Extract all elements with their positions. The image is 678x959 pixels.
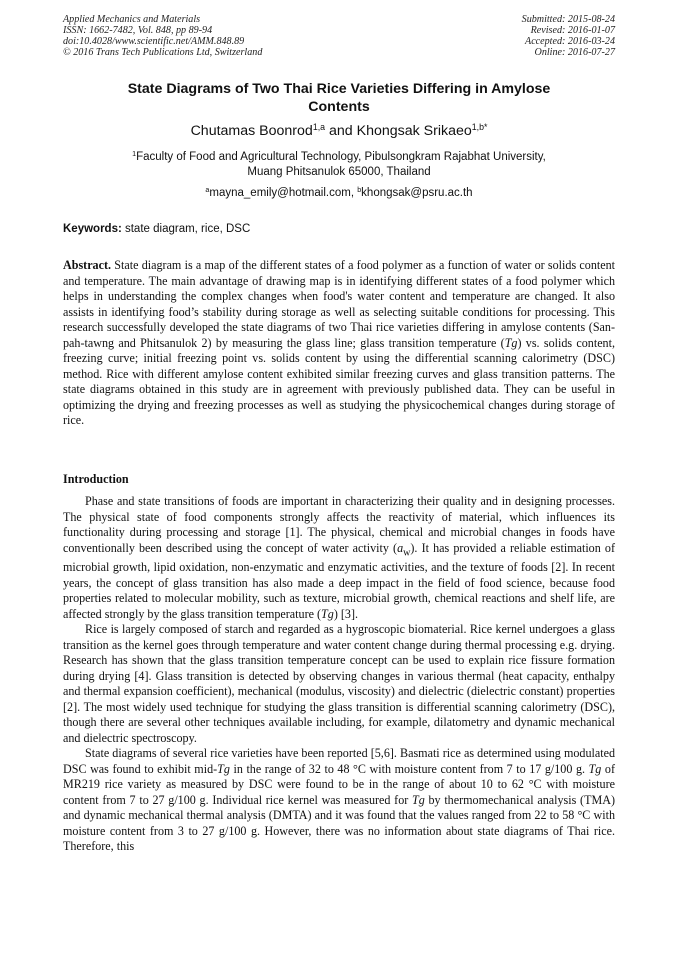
intro-paragraph-3 <box>63 746 615 855</box>
intro-paragraph-1 <box>63 494 615 622</box>
affiliation <box>63 150 615 180</box>
affiliation-line-2: Muang Phitsanulok 65000, Thailand <box>247 166 431 178</box>
intro-p1-text-c: ) [3]. <box>333 606 359 621</box>
title-line-1: State Diagrams of Two Thai Rice Varieties Differing in Amylose <box>127 81 551 97</box>
submitted-date: Submitted: 2015-08-24 <box>521 14 615 25</box>
email-a-sup: a <box>205 186 210 195</box>
intro-p3-tg-3: Tg <box>412 792 425 807</box>
copyright-line: © 2016 Trans Tech Publications Ltd, Switzerland <box>63 47 263 58</box>
introduction-body <box>63 494 615 855</box>
intro-p1-text-a: Phase and state transitions of foods are important in characterizing their quality and in designing processes. The physical state of food components strongly affects the reactivity of material, which influences its functionality during processing and storage [1]. The physical, chemical and microbial changes in foods have conventionally been described using the concept of water activity ( <box>63 494 615 555</box>
intro-p1-tg: Tg <box>321 606 334 621</box>
keywords-label: Keywords: <box>63 223 122 235</box>
dates-header <box>522 14 615 58</box>
accepted-date: Accepted: 2016-03-24 <box>525 36 615 47</box>
intro-p3-tg-1: Tg <box>217 761 230 776</box>
journal-name: Applied Mechanics and Materials <box>63 14 201 25</box>
doi-line: doi:10.4028/www.scientific.net/AMM.848.89 <box>63 36 245 47</box>
abstract-text-2: ) vs. solids content, freezing curve; initial freezing point vs. solids content by using the differential scanning calorimetry (DSC) method. Rice with different amylose content exhibited similar freezing curves and glass transition patterns. The state diagrams obtained in this study are in agreement with previously published data. They can be useful in optimizing the drying and freezing processes as well as studying the physicochemical changes during storage of rice. <box>63 335 615 427</box>
abstract-tg: Tg <box>504 335 518 350</box>
author-2-sup: 1,b* <box>471 122 488 133</box>
abstract-label: Abstract. <box>63 258 112 272</box>
keywords <box>63 222 615 236</box>
journal-header <box>63 14 262 58</box>
affiliation-sup: 1 <box>132 150 137 159</box>
email-separator: , <box>350 187 358 199</box>
title-line-2: Contents <box>308 99 370 115</box>
issn-line: ISSN: 1662-7482, Vol. 848, pp 89-94 <box>63 25 213 36</box>
water-activity-subscript: w <box>403 546 411 558</box>
intro-p3-text-c: of MR219 rice variety as measured by DSC were found to be in the range of about 10 to 62 °C with moisture content from 7 to 27 g/100 g. Individual rice kernel was measured for <box>63 761 615 807</box>
author-1-sup: 1,a <box>312 122 326 133</box>
intro-paragraph-2: Rice is largely composed of starch and regarded as a hygroscopic biomaterial. Rice kernel undergoes a glass transition as the kernel goes through temperature and water content change during thermal processing e.g. drying. Research has shown that the glass transition temperature concept can be used to explain rice fissure formation during drying [4]. Glass transition is detected by observing changes in various thermal (heat capacity, enthalpy and thermal expansion coefficient), mechanical (modulus, viscosity) and dielectric (dielectric constant) properties [2]. The most widely used technique for studying the glass transition is differential scanning calorimetry (DSC), though there are several other techniques available including, for example, dilatometry and dynamic mechanical and dielectric spectroscopy. <box>63 622 615 745</box>
author-emails <box>63 186 615 200</box>
intro-p3-text-d: by thermomechanical analysis (TMA) and dynamic mechanical thermal analysis (DMTA) and it was found that the values ranged from 22 to 58 °C with moisture content from 3 to 27 g/100 g. However, there was no information about state diagrams of Thai rice. Therefore, this <box>63 792 615 854</box>
author-1-name: Chutamas Boonrod <box>190 123 313 139</box>
abstract-paragraph <box>63 258 615 429</box>
introduction-heading: Introduction <box>63 472 129 486</box>
affiliation-line-1: Faculty of Food and Agricultural Technology, Pibulsongkram Rajabhat University, <box>136 151 546 163</box>
revised-date: Revised: 2016-01-07 <box>530 25 615 36</box>
author-list <box>63 122 615 140</box>
intro-p3-tg-2: Tg <box>588 761 602 776</box>
author-conjunction: and <box>325 123 357 139</box>
email-b-sup: b <box>357 186 362 195</box>
intro-p3-text-a: State diagrams of several rice varieties have been reported [5,6]. Basmati rice as determined using modulated DSC was found to exhibit mid- <box>63 746 615 776</box>
abstract-text-1: State diagram is a map of the different states of a food polymer as a function of water or solids content and temperature. The main advantage of drawing map is in identifying different states of a food polymer which helps in understanding the complex changes when food's water content and temperature are changed. It also assists in identifying food’s stability during storage as well as selecting suitable conditions for processing. This research successfully developed the state diagrams of two Thai rice varieties differing in amylose contents (San-pah-tawng and Phitsanulok 2) by measuring the glass line; glass transition temperature ( <box>63 258 615 350</box>
paper-title <box>63 80 615 116</box>
intro-p3-text-b: in the range of 32 to 48 °C with moisture content from 7 to 17 g/100 g. <box>229 761 589 776</box>
email-b[interactable]: khongsak@psru.ac.th <box>361 187 473 199</box>
intro-p1-text-b: ). It has provided a reliable estimation of microbial growth, lipid oxidation, non-enzymatic and enzymatic activities, and the texture of foods [2]. In recent years, the concept of glass transition has also made a deep impact in the field of food science, because food properties related to molecular mobility, such as texture, microbial growth, chemical reactions and shelf life, are affected strongly by the glass transition temperature ( <box>63 540 615 621</box>
author-2-name: Khongsak Srikaeo <box>356 123 472 139</box>
keywords-text: state diagram, rice, DSC <box>121 223 251 235</box>
email-a[interactable]: mayna_emily@hotmail.com <box>209 187 351 199</box>
online-date: Online: 2016-07-27 <box>534 47 615 58</box>
water-activity-symbol: a <box>397 540 404 555</box>
abstract <box>63 258 615 429</box>
